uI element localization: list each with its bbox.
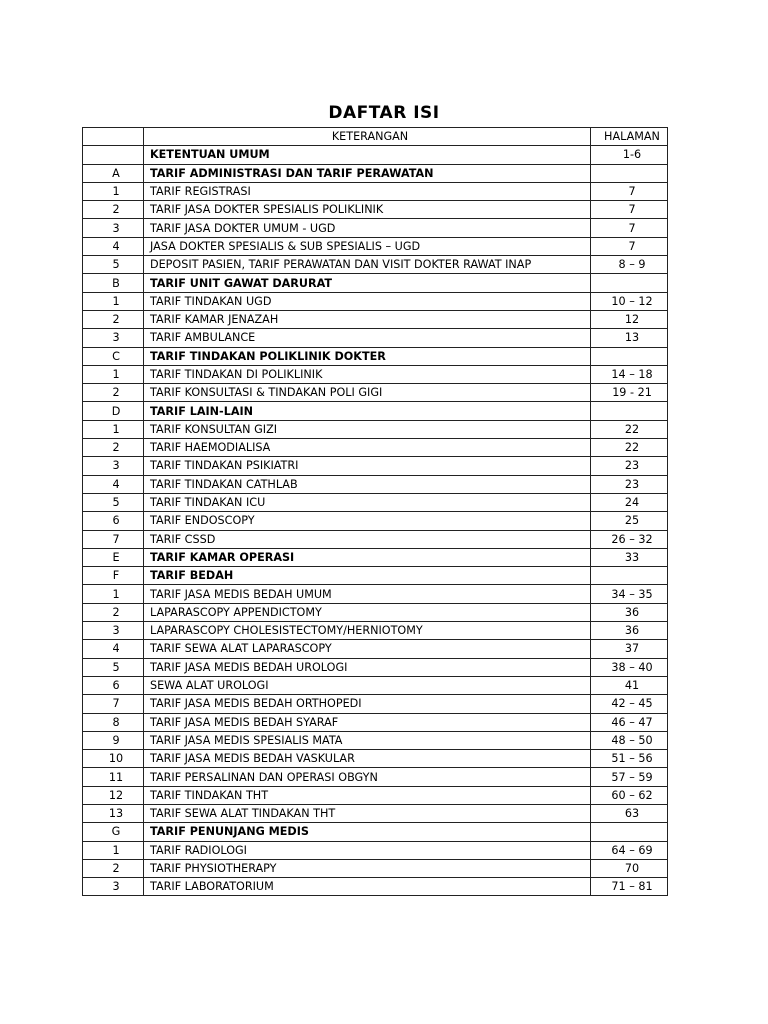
table-row [83,310,668,328]
row-number-cell: 7 [83,695,144,713]
row-page-cell: 64 – 69 [591,841,668,859]
row-page-cell: 7 [591,237,668,255]
row-page-cell: 22 [591,439,668,457]
row-page-cell: 7 [591,219,668,237]
row-description-cell: LAPARASCOPY CHOLESISTECTOMY/HERNIOTOMY [144,622,591,640]
row-number-cell: 5 [83,256,144,274]
row-description-cell: TARIF TINDAKAN CATHLAB [144,475,591,493]
row-number-cell: 2 [83,384,144,402]
row-page-cell: 42 – 45 [591,695,668,713]
table-row [83,804,668,822]
row-page-cell: 23 [591,457,668,475]
row-page-cell: 12 [591,310,668,328]
row-page-cell: 70 [591,859,668,877]
row-description-cell: TARIF LABORATORIUM [144,878,591,896]
row-page-cell: 14 – 18 [591,365,668,383]
table-row [83,512,668,530]
row-description-cell: TARIF TINDAKAN PSIKIATRI [144,457,591,475]
table-row [83,658,668,676]
row-number-cell: 10 [83,750,144,768]
table-row [83,622,668,640]
row-number-cell: A [83,164,144,182]
table-row [83,384,668,402]
row-description-cell: TARIF HAEMODIALISA [144,439,591,457]
table-row [83,640,668,658]
row-page-cell: 13 [591,329,668,347]
row-page-cell [591,823,668,841]
row-description-cell: TARIF JASA MEDIS BEDAH ORTHOPEDI [144,695,591,713]
row-page-cell: 57 – 59 [591,768,668,786]
row-number-cell: 1 [83,585,144,603]
row-number-cell: F [83,567,144,585]
row-page-cell: 1-6 [591,146,668,164]
row-number-cell: 1 [83,365,144,383]
row-description-cell: TARIF BEDAH [144,567,591,585]
row-page-cell [591,402,668,420]
row-number-cell: 3 [83,457,144,475]
column-header-no [83,128,144,146]
row-description-cell: TARIF JASA MEDIS BEDAH SYARAF [144,713,591,731]
row-number-cell: B [83,274,144,292]
row-number-cell: 8 [83,713,144,731]
row-page-cell: 22 [591,420,668,438]
row-page-cell: 7 [591,201,668,219]
table-row [83,457,668,475]
table-row [83,420,668,438]
row-page-cell: 36 [591,622,668,640]
row-number-cell: 2 [83,310,144,328]
table-row [83,878,668,896]
table-row [83,493,668,511]
page-title: DAFTAR ISI [328,103,440,123]
row-description-cell: TARIF TINDAKAN UGD [144,292,591,310]
column-header-halaman: HALAMAN [591,128,668,146]
row-number-cell: 4 [83,475,144,493]
section-row [83,402,668,420]
row-page-cell: 19 - 21 [591,384,668,402]
table-row [83,841,668,859]
table-row [83,695,668,713]
row-number-cell: 3 [83,329,144,347]
row-page-cell: 46 – 47 [591,713,668,731]
row-description-cell: TARIF PHYSIOTHERAPY [144,859,591,877]
row-page-cell [591,567,668,585]
row-page-cell [591,164,668,182]
row-number-cell: 1 [83,292,144,310]
row-number-cell: D [83,402,144,420]
row-number-cell: 1 [83,841,144,859]
row-description-cell: KETENTUAN UMUM [144,146,591,164]
row-description-cell: TARIF REGISTRASI [144,182,591,200]
row-page-cell: 37 [591,640,668,658]
row-page-cell: 51 – 56 [591,750,668,768]
row-number-cell: 5 [83,493,144,511]
table-row [83,329,668,347]
row-number-cell: 4 [83,237,144,255]
row-description-cell: TARIF JASA DOKTER UMUM - UGD [144,219,591,237]
table-row [83,786,668,804]
row-description-cell: TARIF ENDOSCOPY [144,512,591,530]
row-description-cell: TARIF JASA MEDIS BEDAH UROLOGI [144,658,591,676]
table-row [83,603,668,621]
row-description-cell: LAPARASCOPY APPENDICTOMY [144,603,591,621]
row-number-cell: 2 [83,603,144,621]
row-description-cell: TARIF TINDAKAN DI POLIKLINIK [144,365,591,383]
table-row [83,731,668,749]
section-row [83,347,668,365]
row-description-cell: TARIF RADIOLOGI [144,841,591,859]
row-description-cell: TARIF ADMINISTRASI DAN TARIF PERAWATAN [144,164,591,182]
row-page-cell: 41 [591,676,668,694]
row-page-cell: 36 [591,603,668,621]
row-description-cell: TARIF JASA DOKTER SPESIALIS POLIKLINIK [144,201,591,219]
column-header-keterangan: KETERANGAN [144,128,591,146]
row-number-cell: C [83,347,144,365]
row-description-cell: TARIF TINDAKAN ICU [144,493,591,511]
row-number-cell: 3 [83,878,144,896]
row-description-cell: TARIF PERSALINAN DAN OPERASI OBGYN [144,768,591,786]
row-description-cell: SEWA ALAT UROLOGI [144,676,591,694]
table-of-contents [82,127,668,896]
row-description-cell: TARIF KONSULTASI & TINDAKAN POLI GIGI [144,384,591,402]
table-row [83,859,668,877]
section-row [83,274,668,292]
row-number-cell: 2 [83,439,144,457]
table-row [83,475,668,493]
row-number-cell: 13 [83,804,144,822]
row-page-cell [591,347,668,365]
row-number-cell: G [83,823,144,841]
row-description-cell: TARIF KAMAR JENAZAH [144,310,591,328]
row-description-cell: TARIF SEWA ALAT LAPARASCOPY [144,640,591,658]
row-page-cell: 24 [591,493,668,511]
table-row [83,256,668,274]
table-row [83,365,668,383]
row-description-cell: TARIF TINDAKAN POLIKLINIK DOKTER [144,347,591,365]
row-description-cell: TARIF JASA MEDIS BEDAH UMUM [144,585,591,603]
section-row [83,164,668,182]
row-description-cell: TARIF CSSD [144,530,591,548]
row-number-cell: 4 [83,640,144,658]
row-description-cell: TARIF LAIN-LAIN [144,402,591,420]
row-description-cell: TARIF JASA MEDIS BEDAH VASKULAR [144,750,591,768]
table-row [83,219,668,237]
row-number-cell: 6 [83,512,144,530]
table-row [83,182,668,200]
table-row [83,713,668,731]
section-row [83,548,668,566]
row-number-cell: 1 [83,420,144,438]
row-page-cell: 71 – 81 [591,878,668,896]
row-page-cell: 10 – 12 [591,292,668,310]
row-description-cell: DEPOSIT PASIEN, TARIF PERAWATAN DAN VISIT DOKTER RAWAT INAP [144,256,591,274]
table-body [83,146,668,896]
row-number-cell: 12 [83,786,144,804]
row-page-cell [591,274,668,292]
row-number-cell: 5 [83,658,144,676]
table-row [83,292,668,310]
row-number-cell: 9 [83,731,144,749]
row-description-cell: TARIF JASA MEDIS SPESIALIS MATA [144,731,591,749]
table-row [83,585,668,603]
row-description-cell: TARIF KONSULTAN GIZI [144,420,591,438]
row-page-cell: 8 – 9 [591,256,668,274]
row-number-cell [83,146,144,164]
table-row [83,530,668,548]
row-number-cell: 7 [83,530,144,548]
row-page-cell: 63 [591,804,668,822]
table-row [83,237,668,255]
row-page-cell: 26 – 32 [591,530,668,548]
row-page-cell: 48 – 50 [591,731,668,749]
row-description-cell: TARIF SEWA ALAT TINDAKAN THT [144,804,591,822]
row-number-cell: 1 [83,182,144,200]
table-row [83,439,668,457]
row-number-cell: E [83,548,144,566]
row-page-cell: 23 [591,475,668,493]
table-row [83,201,668,219]
row-number-cell: 3 [83,622,144,640]
row-description-cell: TARIF PENUNJANG MEDIS [144,823,591,841]
section-row [83,146,668,164]
row-page-cell: 60 – 62 [591,786,668,804]
row-number-cell: 2 [83,859,144,877]
row-page-cell: 34 – 35 [591,585,668,603]
table-header-row [83,128,668,146]
row-description-cell: TARIF KAMAR OPERASI [144,548,591,566]
table-row [83,750,668,768]
row-number-cell: 6 [83,676,144,694]
table-row [83,676,668,694]
row-page-cell: 7 [591,182,668,200]
row-number-cell: 11 [83,768,144,786]
row-number-cell: 2 [83,201,144,219]
row-number-cell: 3 [83,219,144,237]
section-row [83,567,668,585]
section-row [83,823,668,841]
row-description-cell: JASA DOKTER SPESIALIS & SUB SPESIALIS – UGD [144,237,591,255]
row-description-cell: TARIF TINDAKAN THT [144,786,591,804]
row-page-cell: 33 [591,548,668,566]
row-page-cell: 38 – 40 [591,658,668,676]
row-page-cell: 25 [591,512,668,530]
row-description-cell: TARIF AMBULANCE [144,329,591,347]
table-row [83,768,668,786]
row-description-cell: TARIF UNIT GAWAT DARURAT [144,274,591,292]
